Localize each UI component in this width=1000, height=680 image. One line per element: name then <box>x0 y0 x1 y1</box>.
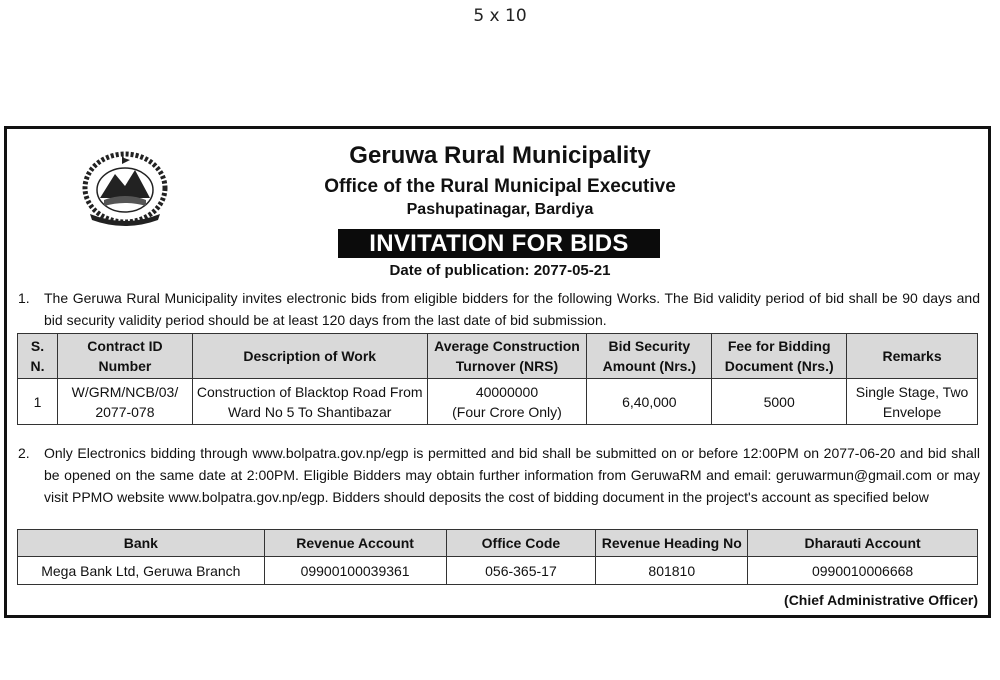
header-remarks: Remarks <box>847 334 978 379</box>
header-dharauti-account: Dharauti Account <box>748 530 978 557</box>
header-bank: Bank <box>18 530 265 557</box>
print-size-label: 5 x 10 <box>473 6 527 26</box>
cell-fee: 5000 <box>712 379 847 425</box>
bank-table <box>17 529 978 585</box>
paragraph-number: 2. <box>18 445 30 461</box>
header-fee: Fee for Bidding Document (Nrs.) <box>712 334 847 379</box>
turnover-words: (Four Crore Only) <box>452 403 562 420</box>
paragraph-number: 1. <box>18 290 30 306</box>
cell-bid-security: 6,40,000 <box>587 379 712 425</box>
office-address: Pashupatinagar, Bardiya <box>406 201 594 218</box>
municipality-title: Geruwa Rural Municipality <box>349 142 651 169</box>
cell-remarks: Single Stage, Two Envelope <box>847 379 978 425</box>
header-description: Description of Work <box>192 334 427 379</box>
paragraph-text: The Geruwa Rural Municipality invites electronic bids from eligible bidders for the following Works. The Bid validity period of bid shall be 90 days and bid security validity period should be at least 120 days from the last date of bid submission. <box>44 290 980 328</box>
publication-date: Date of publication: 2077-05-21 <box>389 262 611 279</box>
paragraph-text: Only Electronics bidding through www.bolpatra.gov.np/egp is permitted and bid shall be submitted on or before 12:00PM on 2077-06-20 and bid shall be opened on the same date at 2:00PM. Eligible Bidders may obtain further information from GeruwaRM and email: geruwarmun@gmail.com or may visit PPMO website www.bolpatra.gov.np/egp. Bidders should deposits the cost of bidding document in the project's account as specified below <box>44 445 980 505</box>
header-bid-security: Bid Security Amount (Nrs.) <box>587 334 712 379</box>
header-turnover: Average Construction Turnover (NRS) <box>427 334 587 379</box>
header-revenue-account: Revenue Account <box>264 530 446 557</box>
signatory: (Chief Administrative Officer) <box>784 592 978 608</box>
turnover-amount: 40000000 <box>475 383 539 400</box>
header-contract-id: Contract ID Number <box>57 334 192 379</box>
table-row <box>18 557 978 585</box>
cell-description: Construction of Blacktop Road From Ward No 5 To Shantibazar <box>192 379 427 425</box>
works-table <box>17 333 978 425</box>
cell-sn: 1 <box>18 379 58 425</box>
cell-revenue-heading: 801810 <box>596 557 748 585</box>
table-header-row <box>18 334 978 379</box>
cell-revenue-account: 09900100039361 <box>264 557 446 585</box>
table-header-row <box>18 530 978 557</box>
paragraph-2 <box>18 442 980 508</box>
header-revenue-heading: Revenue Heading No <box>596 530 748 557</box>
cell-office-code: 056-365-17 <box>446 557 596 585</box>
cell-turnover <box>427 379 587 425</box>
cell-dharauti-account: 0990010006668 <box>748 557 978 585</box>
invitation-banner: INVITATION FOR BIDS <box>338 229 660 258</box>
header-sn: S. N. <box>18 334 58 379</box>
header-office-code: Office Code <box>446 530 596 557</box>
office-subtitle: Office of the Rural Municipal Executive <box>324 176 676 197</box>
table-row <box>18 379 978 425</box>
cell-contract-id: W/GRM/NCB/03/ 2077-078 <box>57 379 192 425</box>
paragraph-1 <box>18 287 980 331</box>
cell-bank: Mega Bank Ltd, Geruwa Branch <box>18 557 265 585</box>
